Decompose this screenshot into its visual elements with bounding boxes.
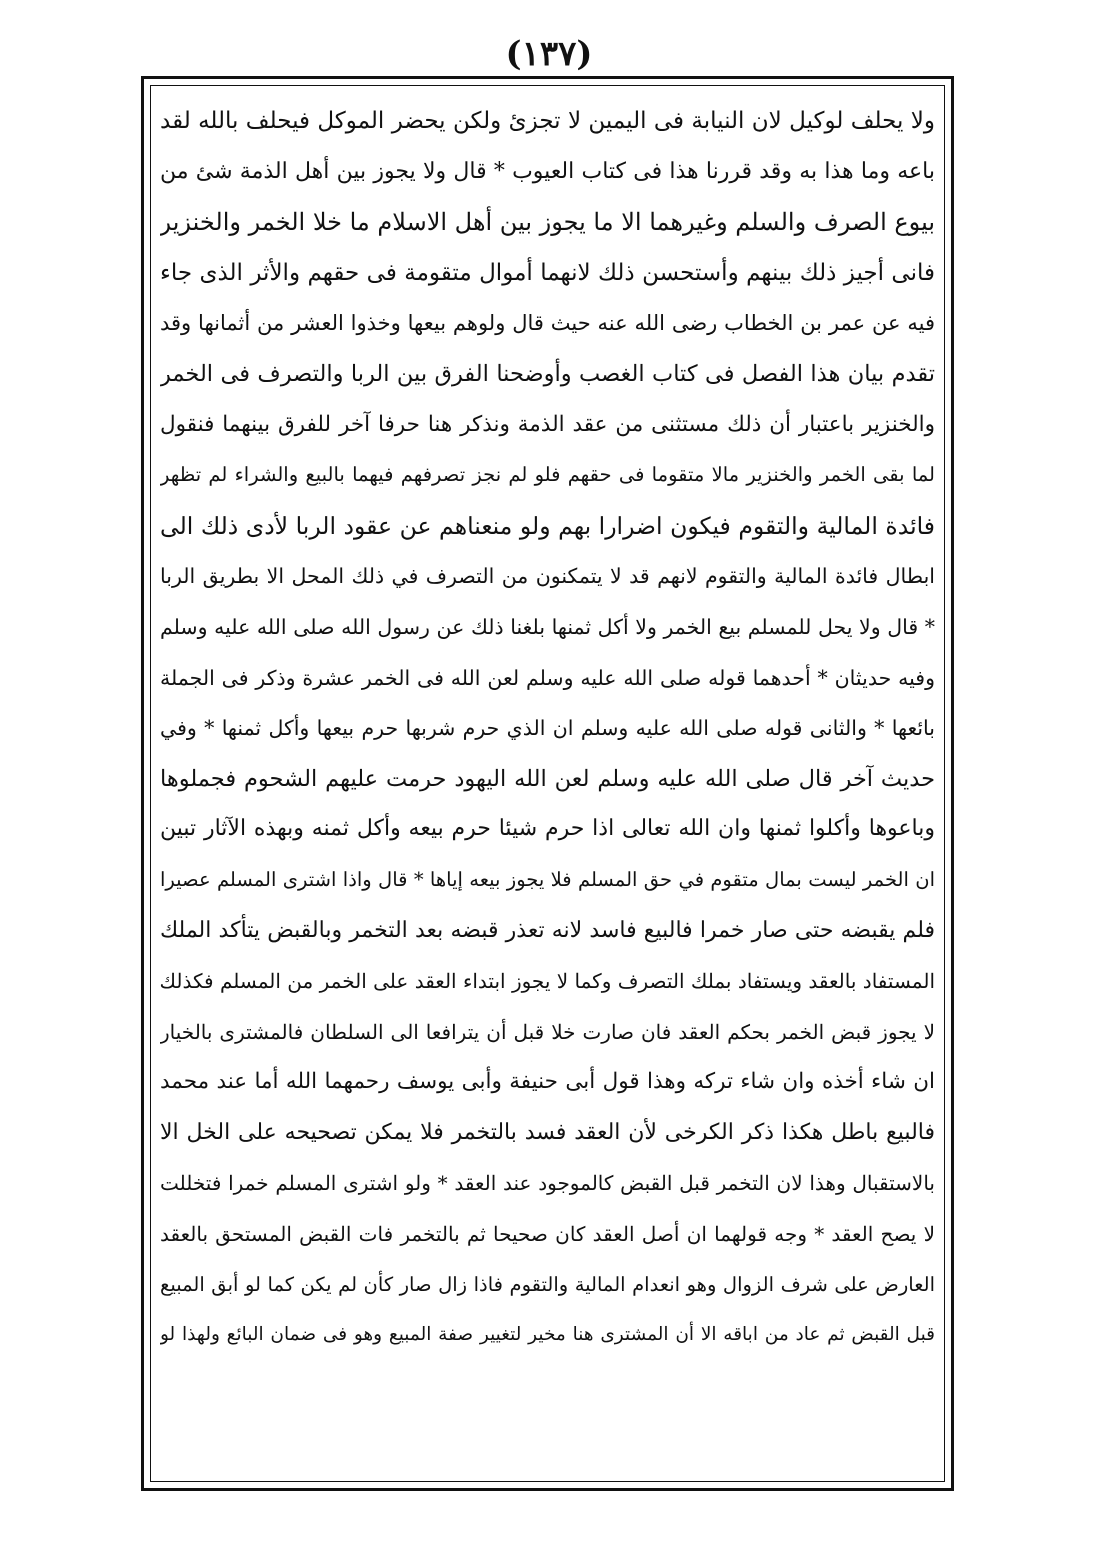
text-line: فائدة المالية والتقوم فيكون اضرارا بهم ولو منعناهم عن عقود الربا لأدى ذلك الى	[160, 511, 935, 540]
main-text-block	[160, 96, 935, 1361]
text-line: لا يصح العقد * وجه قولهما ان أصل العقد كان صحيحا ثم بالتخمر فات القبض المستحق بالعقد	[160, 1222, 935, 1247]
text-line: المستفاد بالعقد ويستفاد بملك التصرف وكما لا يجوز ابتداء العقد على الخمر من المسلم فكذلك	[160, 969, 935, 994]
text-line: ان الخمر ليست بمال متقوم في حق المسلم فلا يجوز بيعه إياها * قال واذا اشترى المسلم عصيرا	[160, 867, 935, 891]
text-line: وباعوها وأكلوا ثمنها وان الله تعالى اذا حرم شيئا حرم بيعه وأكل ثمنه وبهذه الآثار تبين	[160, 816, 935, 842]
text-line: فيه عن عمر بن الخطاب رضى الله عنه حيث قال ولوهم بيعها وخذوا العشر من أثمانها وقد	[160, 311, 935, 336]
text-line: والخنزير باعتبار أن ذلك مستثنى من عقد الذمة ونذكر هنا حرفا آخر للفرق بينهما فنقول	[160, 411, 935, 437]
text-line: ابطال فائدة المالية والتقوم لانهم قد لا يتمكنون من التصرف في ذلك المحل الا بطريق الربا	[160, 564, 935, 589]
text-line: لما بقى الخمر والخنزير مالا متقوما فى حقهم فلو لم نجز تصرفهم فيهما بالبيع والشراء لم تظهر	[160, 463, 935, 487]
text-line: وفيه حديثان * أحدهما قوله صلى الله عليه وسلم لعن الله فى الخمر عشرة وذكر فى الجملة	[160, 665, 935, 690]
text-line: فالبيع باطل هكذا ذكر الكرخى لأن العقد فسد بالتخمر فلا يمكن تصحيحه على الخل الا	[160, 1119, 935, 1145]
text-line: ولا يحلف لوكيل لان النيابة فى اليمين لا تجزئ ولكن يحضر الموكل فيحلف بالله لقد	[160, 108, 935, 134]
text-line: بالاستقبال وهذا لان التخمر قبل القبض كالموجود عند العقد * ولو اشترى المسلم خمرا فتخللت	[160, 1171, 935, 1196]
text-line: بيوع الصرف والسلم وغيرهما الا ما يجوز بين أهل الاسلام ما خلا الخمر والخنزير	[160, 208, 935, 237]
text-line: فانى أجيز ذلك بينهم وأستحسن ذلك لانهما أموال متقومة فى حقهم والأثر الذى جاء	[160, 259, 935, 286]
text-line: * قال ولا يحل للمسلم بيع الخمر ولا أكل ثمنها بلغنا ذلك عن رسول الله صلى الله عليه وسلم	[160, 614, 935, 639]
page-number: (١٣٧)	[505, 34, 593, 74]
text-line: حديث آخر قال صلى الله عليه وسلم لعن الله اليهود حرمت عليهم الشحوم فجملوها	[160, 765, 935, 792]
text-line: ان شاء أخذه وان شاء تركه وهذا قول أبى حنيفة وأبى يوسف رحمهما الله أما عند محمد	[160, 1069, 935, 1095]
text-line: بائعها * والثانى قوله صلى الله عليه وسلم ان الذي حرم شربها حرم بيعها وأكل ثمنها * وفي	[160, 716, 935, 741]
text-line: لا يجوز قبض الخمر بحكم العقد فان صارت خلا قبل أن يترافعا الى السلطان فالمشترى بالخيار	[160, 1019, 935, 1044]
text-line: فلم يقبضه حتى صار خمرا فالبيع فاسد لانه تعذر قبضه بعد التخمر وبالقبض يتأكد الملك	[160, 917, 935, 943]
text-line: قبل القبض ثم عاد من اباقه الا أن المشترى هنا مخير لتغيير صفة المبيع وهو فى ضمان البائع ولهذا لو	[160, 1324, 935, 1346]
text-line: العارض على شرف الزوال وهو انعدام المالية والتقوم فاذا زال صار كأن لم يكن كما لو أبق المبيع	[160, 1272, 935, 1296]
text-line: باعه وما هذا به وقد قررنا هذا فى كتاب العيوب * قال ولا يجوز بين أهل الذمة شئ من	[160, 158, 935, 184]
text-line: تقدم بيان هذا الفصل فى كتاب الغصب وأوضحنا الفرق بين الربا والتصرف فى الخمر	[160, 360, 935, 387]
